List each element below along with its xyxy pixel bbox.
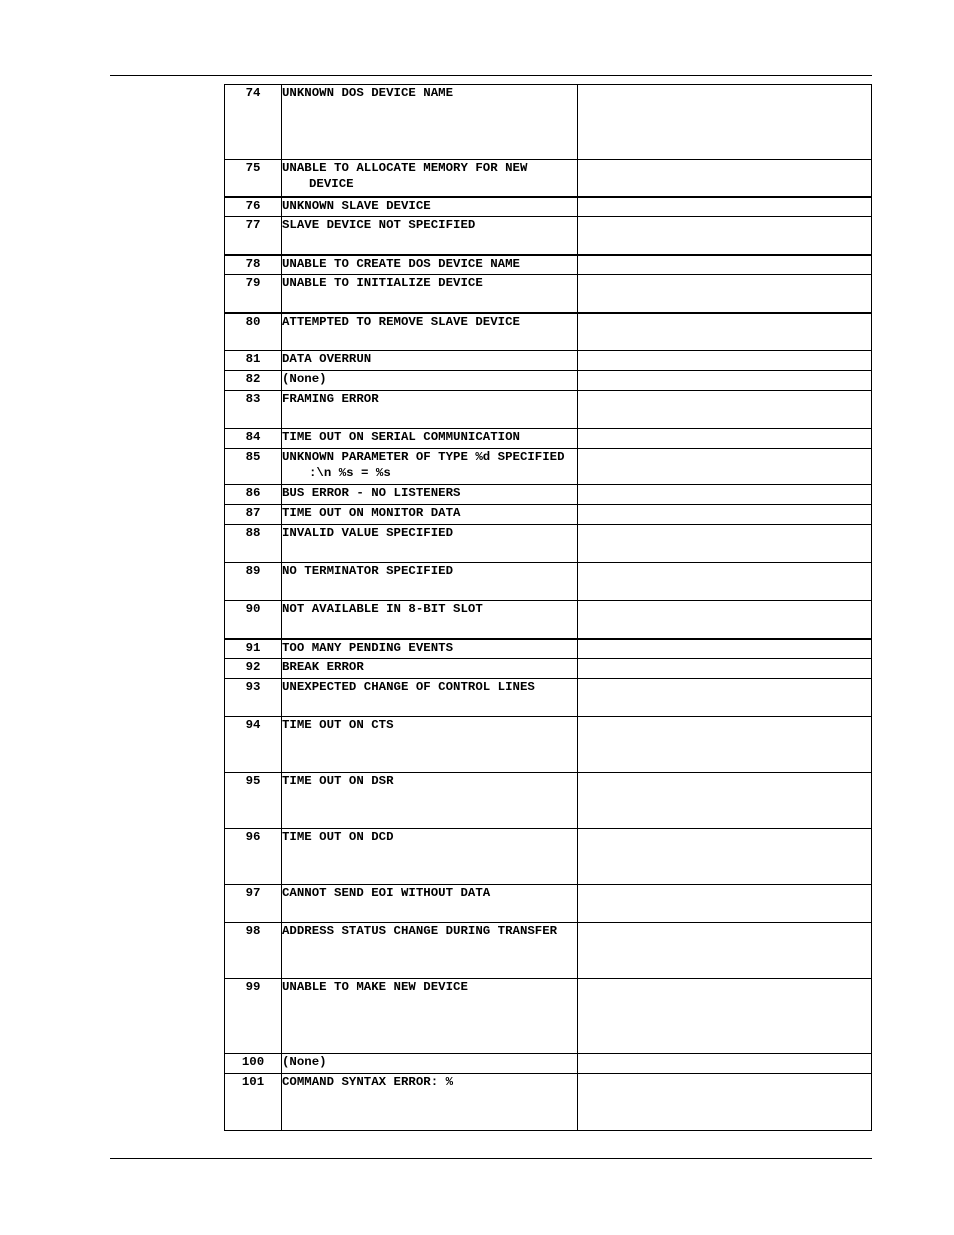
table-row <box>225 885 872 923</box>
table-row <box>225 601 872 639</box>
error-message: UNEXPECTED CHANGE OF CONTROL LINES <box>282 680 535 694</box>
error-code: 76 <box>225 197 282 217</box>
error-message-cell <box>282 679 578 717</box>
error-code: 91 <box>225 639 282 659</box>
description-cell <box>578 679 872 717</box>
error-message: UNABLE TO CREATE DOS DEVICE NAME <box>282 256 520 271</box>
table-row <box>225 160 872 197</box>
error-code: 81 <box>225 351 282 371</box>
description-cell <box>578 829 872 885</box>
table-row <box>225 563 872 601</box>
description-cell <box>578 601 872 639</box>
description-cell <box>578 639 872 659</box>
error-message-cell <box>282 525 578 563</box>
table-row <box>225 429 872 449</box>
error-message: UNABLE TO ALLOCATE MEMORY FOR NEW DEVICE <box>282 161 535 191</box>
error-message-cell <box>282 717 578 773</box>
error-message-cell <box>282 1074 578 1131</box>
description-cell <box>578 525 872 563</box>
description-cell <box>578 773 872 829</box>
table-row <box>225 485 872 505</box>
table-row <box>225 1074 872 1131</box>
error-message-cell <box>282 371 578 391</box>
table-row <box>225 255 872 275</box>
error-message-cell <box>282 485 578 505</box>
error-message: TIME OUT ON MONITOR DATA <box>282 506 461 520</box>
error-code: 96 <box>225 829 282 885</box>
error-code: 77 <box>225 217 282 255</box>
error-message: TIME OUT ON CTS <box>282 718 394 732</box>
error-message-cell <box>282 275 578 313</box>
error-code: 92 <box>225 659 282 679</box>
table-row <box>225 391 872 429</box>
error-code: 88 <box>225 525 282 563</box>
table-row <box>225 449 872 485</box>
table-row <box>225 371 872 391</box>
error-code: 93 <box>225 679 282 717</box>
table-row <box>225 829 872 885</box>
error-message: TOO MANY PENDING EVENTS <box>282 640 454 655</box>
table-row <box>225 639 872 659</box>
error-message: ADDRESS STATUS CHANGE DURING TRANSFER <box>282 924 558 938</box>
description-cell <box>578 885 872 923</box>
error-message: TIME OUT ON DSR <box>282 774 394 788</box>
error-message-cell <box>282 659 578 679</box>
error-message: UNABLE TO INITIALIZE DEVICE <box>282 276 483 290</box>
error-message: BUS ERROR - NO LISTENERS <box>282 486 461 500</box>
error-code: 100 <box>225 1054 282 1074</box>
error-message-cell <box>282 773 578 829</box>
table-row <box>225 1054 872 1074</box>
description-cell <box>578 563 872 601</box>
error-code: 86 <box>225 485 282 505</box>
error-message: (None) <box>282 1055 327 1069</box>
error-message: UNKNOWN DOS DEVICE NAME <box>282 86 454 100</box>
error-code: 94 <box>225 717 282 773</box>
error-message: BREAK ERROR <box>282 660 364 674</box>
error-message: TIME OUT ON DCD <box>282 830 394 844</box>
error-code: 101 <box>225 1074 282 1131</box>
table-row <box>225 505 872 525</box>
error-message-cell <box>282 313 578 351</box>
error-code-rows <box>225 85 872 1131</box>
error-message-cell <box>282 85 578 160</box>
error-message-cell <box>282 197 578 217</box>
description-cell <box>578 313 872 351</box>
table-row <box>225 679 872 717</box>
error-code: 83 <box>225 391 282 429</box>
error-message-cell <box>282 160 578 197</box>
table-row <box>225 773 872 829</box>
header-rule <box>110 75 872 76</box>
table-row <box>225 217 872 255</box>
table-row <box>225 525 872 563</box>
description-cell <box>578 85 872 160</box>
error-message: TIME OUT ON SERIAL COMMUNICATION <box>282 430 520 444</box>
error-code-table <box>224 84 872 1131</box>
description-cell <box>578 429 872 449</box>
error-message: UNKNOWN PARAMETER OF TYPE %d SPECIFIED :\n %s = %s <box>282 450 572 480</box>
description-cell <box>578 1074 872 1131</box>
description-cell <box>578 160 872 197</box>
error-message: COMMAND SYNTAX ERROR: % <box>282 1075 454 1089</box>
error-code: 80 <box>225 313 282 351</box>
description-cell <box>578 351 872 371</box>
description-cell <box>578 717 872 773</box>
error-message: DATA OVERRUN <box>282 352 372 366</box>
error-message-cell <box>282 391 578 429</box>
table-row <box>225 313 872 351</box>
error-message: NO TERMINATOR SPECIFIED <box>282 564 454 578</box>
error-code: 85 <box>225 449 282 485</box>
error-code: 74 <box>225 85 282 160</box>
error-code: 78 <box>225 255 282 275</box>
error-message-cell <box>282 351 578 371</box>
description-cell <box>578 923 872 979</box>
error-code: 98 <box>225 923 282 979</box>
table-row <box>225 717 872 773</box>
error-message: INVALID VALUE SPECIFIED <box>282 526 454 540</box>
error-code: 90 <box>225 601 282 639</box>
error-code: 89 <box>225 563 282 601</box>
error-message: UNABLE TO MAKE NEW DEVICE <box>282 980 468 994</box>
table-row <box>225 979 872 1054</box>
error-message-cell <box>282 449 578 485</box>
description-cell <box>578 659 872 679</box>
error-message-cell <box>282 639 578 659</box>
error-message: UNKNOWN SLAVE DEVICE <box>282 198 431 213</box>
description-cell <box>578 197 872 217</box>
error-message: (None) <box>282 372 327 386</box>
error-message: NOT AVAILABLE IN 8-BIT SLOT <box>282 602 483 616</box>
error-message-cell <box>282 1054 578 1074</box>
error-message-cell <box>282 255 578 275</box>
error-message-cell <box>282 885 578 923</box>
description-cell <box>578 275 872 313</box>
table-row <box>225 923 872 979</box>
error-code: 95 <box>225 773 282 829</box>
description-cell <box>578 217 872 255</box>
description-cell <box>578 505 872 525</box>
error-code: 97 <box>225 885 282 923</box>
description-cell <box>578 255 872 275</box>
table-row <box>225 197 872 217</box>
error-message: SLAVE DEVICE NOT SPECIFIED <box>282 218 476 232</box>
error-message-cell <box>282 217 578 255</box>
error-code: 79 <box>225 275 282 313</box>
error-message: FRAMING ERROR <box>282 392 379 406</box>
error-code: 84 <box>225 429 282 449</box>
error-code: 99 <box>225 979 282 1054</box>
table-row <box>225 85 872 160</box>
error-code: 87 <box>225 505 282 525</box>
table-row <box>225 275 872 313</box>
description-cell <box>578 449 872 485</box>
description-cell <box>578 485 872 505</box>
error-message-cell <box>282 601 578 639</box>
error-message-cell <box>282 429 578 449</box>
description-cell <box>578 979 872 1054</box>
description-cell <box>578 391 872 429</box>
error-message-cell <box>282 979 578 1054</box>
description-cell <box>578 1054 872 1074</box>
error-message-cell <box>282 829 578 885</box>
description-cell <box>578 371 872 391</box>
error-message: CANNOT SEND EOI WITHOUT DATA <box>282 886 491 900</box>
error-message-cell <box>282 505 578 525</box>
error-code: 75 <box>225 160 282 197</box>
footer-rule <box>110 1158 872 1159</box>
error-message-cell <box>282 563 578 601</box>
error-message-cell <box>282 923 578 979</box>
error-code: 82 <box>225 371 282 391</box>
table-row <box>225 659 872 679</box>
error-message: ATTEMPTED TO REMOVE SLAVE DEVICE <box>282 314 520 329</box>
table-row <box>225 351 872 371</box>
